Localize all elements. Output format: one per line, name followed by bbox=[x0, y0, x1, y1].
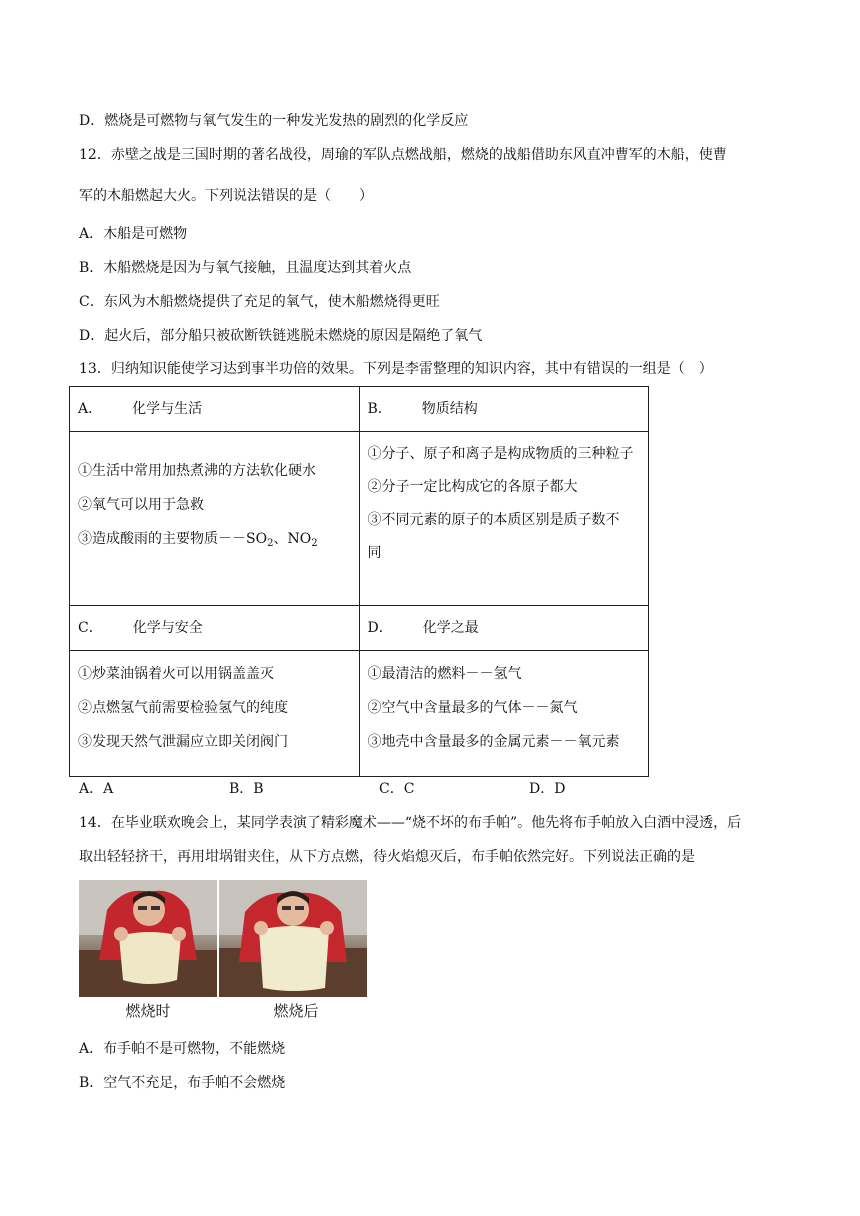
q13-stem: 13．归纳知识能使学习达到事半功倍的效果。下列是李雷整理的知识内容，其中有错误的一组是（ ） bbox=[79, 361, 713, 377]
q13-answer-c: C．C bbox=[379, 781, 415, 797]
table-cell-d bbox=[359, 651, 649, 777]
q14-option-b: B．空气不充足，布手帕不会燃烧 bbox=[79, 1075, 286, 1091]
table-header-c-title: 化学与安全 bbox=[132, 620, 203, 636]
q13-answer-d: D．D bbox=[529, 781, 566, 797]
table-b-item-4: 同 bbox=[367, 545, 382, 561]
table-a-item-3: ③造成酸雨的主要物质$--SO_2$、$NO_2$ bbox=[78, 531, 318, 549]
table-header-a-title: 化学与生活 bbox=[132, 401, 203, 417]
table-b-item-1: ①分子、原子和离子是构成物质的三种粒子 bbox=[367, 446, 634, 462]
q12-option-b: B．木船燃烧是因为与氧气接触，且温度达到其着火点 bbox=[79, 260, 412, 276]
q13-answer-options bbox=[79, 779, 679, 799]
caption-after-burning: 燃烧后 bbox=[273, 1002, 319, 1020]
q14-option-a: A．布手帕不是可燃物，不能燃烧 bbox=[79, 1041, 286, 1057]
table-header-d-title: 化学之最 bbox=[422, 620, 479, 636]
caption-burning: 燃烧时 bbox=[125, 1002, 171, 1020]
q14-photos bbox=[79, 880, 367, 1022]
after-burning-photo-illustration bbox=[219, 880, 367, 997]
burning-photo-illustration bbox=[79, 880, 217, 997]
photo-after-burning bbox=[219, 880, 367, 997]
q12-option-d: D．起火后，部分船只被砍断铁链逃脱未燃烧的原因是隔绝了氧气 bbox=[79, 328, 483, 344]
table-header-b bbox=[359, 387, 649, 432]
table-cell-a bbox=[70, 432, 360, 606]
table-header-c bbox=[70, 606, 360, 651]
table-header-b-title: 物质结构 bbox=[421, 401, 478, 417]
table-a-item-1: ①生活中常用加热煮沸的方法软化硬水 bbox=[78, 463, 316, 479]
photo-burning bbox=[79, 880, 217, 997]
q12-stem-line2: 军的木船燃起大火。下列说法错误的是（ ） bbox=[79, 188, 373, 204]
table-header-c-letter: C． bbox=[78, 620, 103, 636]
table-b-item-2: ②分子一定比构成它的各原子都大 bbox=[367, 479, 578, 495]
table-cell-b bbox=[359, 432, 649, 606]
q12-option-a: A．木船是可燃物 bbox=[79, 226, 188, 242]
table-d-item-2: ②空气中含量最多的气体－－氮气 bbox=[367, 700, 578, 716]
q14-stem-line2: 取出轻轻挤干，再用坩埚钳夹住，从下方点燃，待火焰熄灭后，布手帕依然完好。下列说法正确的是 bbox=[79, 849, 695, 865]
table-header-a-letter: A． bbox=[78, 401, 103, 417]
q12-option-c: C．东风为木船燃烧提供了充足的氧气，使木船燃烧得更旺 bbox=[79, 294, 440, 310]
knowledge-table bbox=[69, 386, 649, 777]
table-cell-c bbox=[70, 651, 360, 777]
table-c-item-1: ①炒菜油锅着火可以用锅盖盖灭 bbox=[78, 666, 274, 682]
table-header-b-letter: B． bbox=[367, 401, 392, 417]
table-header-d-letter: D． bbox=[367, 620, 393, 636]
q13-answer-a: A．A bbox=[79, 781, 114, 797]
table-a-item-2: ②氧气可以用于急救 bbox=[78, 497, 204, 513]
table-d-item-3: ③地壳中含量最多的金属元素－－氧元素 bbox=[367, 734, 620, 750]
table-c-item-2: ②点燃氢气前需要检验氢气的纯度 bbox=[78, 700, 288, 716]
q11-option-d: D．燃烧是可燃物与氧气发生的一种发光发热的剧烈的化学反应 bbox=[79, 113, 469, 129]
q14-stem-line1: 14．在毕业联欢晚会上，某同学表演了精彩魔术——“烧不坏的布手帕”。他先将布手帕放入白酒中浸透，后 bbox=[79, 815, 742, 831]
table-header-d bbox=[359, 606, 649, 651]
table-header-a bbox=[70, 387, 360, 432]
table-d-item-1: ①最清洁的燃料－－氢气 bbox=[367, 666, 522, 682]
table-b-item-3: ③不同元素的原子的本质区别是质子数不 bbox=[367, 512, 620, 528]
q12-stem-line1: 12．赤壁之战是三国时期的著名战役，周瑜的军队点燃战船，燃烧的战船借助东风直冲曹军的木船，使曹 bbox=[79, 147, 727, 163]
table-c-item-3: ③发现天然气泄漏应立即关闭阀门 bbox=[78, 734, 288, 750]
q13-answer-b: B．B bbox=[229, 781, 264, 797]
